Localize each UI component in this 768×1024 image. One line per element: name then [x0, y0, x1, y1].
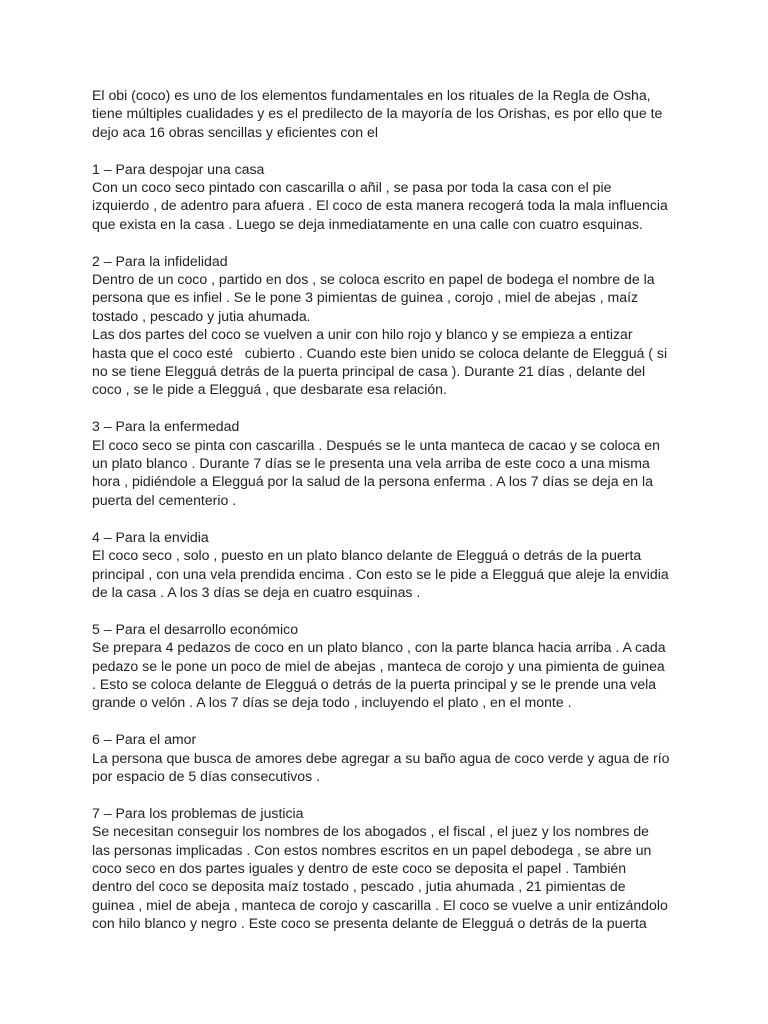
section-line: con hilo blanco y negro . Este coco se presenta delante de Elegguá o detrás de la puerta	[92, 915, 647, 932]
section-title: 5 – Para el desarrollo económico	[92, 620, 299, 637]
section-line: coco , se le pide a Elegguá , que desbarate esa relación.	[92, 381, 447, 398]
section-despojar-casa	[92, 160, 682, 234]
section-line: dentro del coco se deposita maíz tostado , pescado , jutia ahumada , 21 pimientas de	[92, 878, 626, 895]
section-line: de la casa . A los 3 días se deja en cuatro esquinas .	[92, 583, 421, 600]
section-title: 6 – Para el amor	[92, 731, 197, 748]
section-title: 1 – Para despojar una casa	[92, 160, 265, 177]
section-line: La persona que busca de amores debe agregar a su baño agua de coco verde y agua de río	[92, 749, 670, 766]
section-enfermedad	[92, 417, 682, 509]
section-line: pedazo se le pone un poco de miel de abejas , manteca de corojo y una pimienta de guinea	[92, 657, 665, 674]
section-line: Se necesitan conseguir los nombres de los abogados , el fiscal , el juez y los nombres de	[92, 823, 650, 840]
section-justicia	[92, 804, 682, 933]
section-envidia	[92, 528, 682, 602]
section-line: no se tiene Elegguá detrás de la puerta principal de casa ). Durante 21 días , delante del	[92, 363, 646, 380]
document-page	[92, 86, 682, 951]
section-infidelidad	[92, 252, 682, 399]
intro-line: dejo aca 16 obras sencillas y eficientes con el	[92, 123, 378, 140]
section-amor	[92, 730, 682, 785]
section-line: principal , con una vela prendida encima . Con esto se le pide a Elegguá que aleje la envidia	[92, 565, 669, 582]
section-line: un plato blanco . Durante 7 días se le presenta una vela arriba de este coco a una misma	[92, 455, 650, 472]
intro-line: El obi (coco) es uno de los elementos fundamentales en los rituales de la Regla de Osha,	[92, 87, 651, 103]
intro-paragraph	[92, 86, 682, 141]
section-line: las personas implicadas . Con estos nombres escritos en un papel debodega , se abre un	[92, 841, 652, 858]
section-desarrollo-economico	[92, 620, 682, 712]
section-line: Dentro de un coco , partido en dos , se coloca escrito en papel de bodega el nombre de la	[92, 271, 655, 288]
section-line: guinea , miel de abeja , manteca de corojo y cascarilla . El coco se vuelve a unir entizándolo	[92, 896, 668, 913]
section-line: tostado , pescado y jutia ahumada.	[92, 307, 311, 324]
section-line: El coco seco se pinta con cascarilla . Después se le unta manteca de cacao y se coloca en	[92, 436, 660, 453]
section-line: El coco seco , solo , puesto en un plato blanco delante de Elegguá o detrás de la puerta	[92, 547, 642, 564]
section-title: 7 – Para los problemas de justicia	[92, 804, 304, 821]
section-title: 4 – Para la envidia	[92, 528, 209, 545]
section-line: coco seco en dos partes iguales y dentro de este coco se deposita el papel . También	[92, 859, 627, 876]
section-line: grande o velón . A los 7 días se deja todo , incluyendo el plato , en el monte .	[92, 694, 572, 711]
section-line: . Esto se coloca delante de Elegguá o detrás de la puerta principal y se le prende una vela	[92, 675, 657, 692]
section-line: Con un coco seco pintado con cascarilla o añil , se pasa por toda la casa con el pie	[92, 179, 612, 196]
section-line: izquierdo , de adentro para afuera . El coco de esta manera recogerá toda la mala influencia	[92, 197, 668, 214]
intro-line: tiene múltiples cualidades y es el predilecto de la mayoría de los Orishas, es por ello que te	[92, 105, 663, 122]
section-line: hasta que el coco esté cubierto . Cuando este bien unido se coloca delante de Elegguá ( si	[92, 344, 668, 361]
section-line: por espacio de 5 días consecutivos .	[92, 767, 320, 784]
section-line: Se prepara 4 pedazos de coco en un plato blanco , con la parte blanca hacia arriba . A cada	[92, 639, 666, 656]
section-line: hora , pidiéndole a Elegguá por la salud de la persona enferma . A los 7 días se deja en la	[92, 473, 654, 490]
section-title: 3 – Para la enfermedad	[92, 418, 240, 435]
section-line: puerta del cementerio .	[92, 491, 237, 508]
section-line: persona que es infiel . Se le pone 3 pimientas de guinea , corojo , miel de abejas , maíz	[92, 289, 639, 306]
section-line: Las dos partes del coco se vuelven a unir con hilo rojo y blanco y se empieza a entizar	[92, 326, 633, 343]
section-title: 2 – Para la infidelidad	[92, 252, 228, 269]
section-line: que exista en la casa . Luego se deja inmediatamente en una calle con cuatro esquinas.	[92, 215, 643, 232]
